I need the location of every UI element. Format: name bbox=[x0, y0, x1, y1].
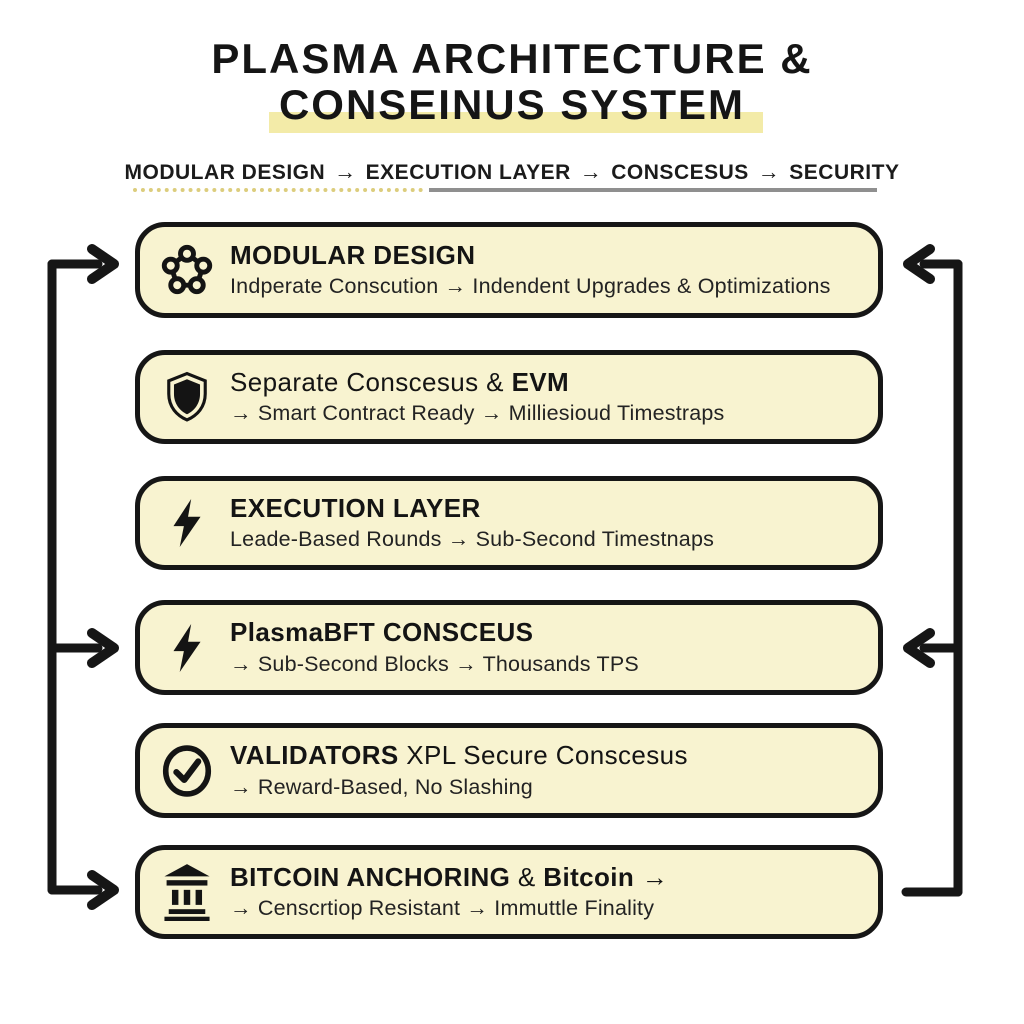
card-subtitle: → Reward-Based, No Slashing bbox=[230, 774, 533, 799]
card-validators[interactable] bbox=[135, 723, 883, 818]
card-bitcoin-anchoring[interactable] bbox=[135, 845, 883, 939]
page-title-line2-wrap bbox=[278, 81, 746, 128]
card-title: MODULAR DESIGN bbox=[230, 239, 476, 270]
arrow-left-icon bbox=[908, 633, 930, 663]
right-connector bbox=[906, 249, 958, 892]
page-title-line1: PLASMA ARCHITECTURE & bbox=[211, 35, 813, 82]
left-connector bbox=[52, 249, 114, 905]
card-subtitle: → Censcrtiop Resistant → Immuttle Finality bbox=[230, 896, 655, 921]
breadcrumb-item-security[interactable]: SECURITY bbox=[789, 161, 900, 184]
card-title: EXECUTION LAYER bbox=[230, 492, 481, 523]
arrow-right-icon bbox=[92, 249, 114, 279]
arrow-left-icon bbox=[908, 249, 930, 279]
page-header bbox=[0, 35, 1024, 128]
check-circle-icon bbox=[158, 743, 216, 799]
arrow-right-icon: → bbox=[579, 159, 603, 184]
page-title-line2: CONSEINUS SYSTEM bbox=[278, 81, 746, 128]
card-subtitle: → Smart Contract Ready → Milliesioud Timestraps bbox=[230, 401, 725, 426]
lightning-icon bbox=[158, 496, 216, 550]
card-subtitle: Leade-Based Rounds → Sub-Second Timestnaps bbox=[230, 527, 715, 552]
underline-gray bbox=[429, 188, 877, 192]
arrow-right-icon bbox=[92, 633, 114, 663]
card-subtitle: → Sub-Second Blocks → Thousands TPS bbox=[230, 651, 639, 676]
breadcrumb-underline bbox=[133, 187, 877, 192]
lightning-icon bbox=[158, 621, 216, 675]
arrow-right-icon: → bbox=[757, 159, 781, 184]
card-execution-layer[interactable] bbox=[135, 476, 883, 570]
arrow-right-icon: → bbox=[334, 159, 357, 184]
card-title: VALIDATORS XPL Secure Conscesus bbox=[230, 740, 688, 771]
card-title: BITCOIN ANCHORING & Bitcoin → bbox=[230, 861, 669, 892]
card-title: Separate Conscesus & EVM bbox=[230, 366, 570, 397]
card-subtitle: Indperate Conscution → Indendent Upgrades & Optimizations bbox=[230, 274, 831, 299]
card-separate-conscesus-evm[interactable] bbox=[135, 350, 883, 444]
arrow-right-icon bbox=[92, 875, 114, 905]
breadcrumb-item-conscesus[interactable]: CONSCESUS bbox=[611, 161, 749, 184]
card-modular-design[interactable] bbox=[135, 222, 883, 318]
shield-icon bbox=[158, 370, 216, 424]
breadcrumb-item-execution-layer[interactable]: EXECUTION LAYER bbox=[365, 161, 571, 184]
network-nodes-icon bbox=[158, 244, 216, 296]
breadcrumb bbox=[0, 159, 1024, 185]
breadcrumb-item-modular-design[interactable]: MODULAR DESIGN bbox=[124, 161, 326, 184]
underline-yellow-dotted bbox=[133, 188, 423, 192]
card-plasmabft-conscesus[interactable] bbox=[135, 600, 883, 695]
bank-icon bbox=[158, 863, 216, 921]
card-title: PlasmaBFT CONSCEUS bbox=[230, 617, 534, 648]
